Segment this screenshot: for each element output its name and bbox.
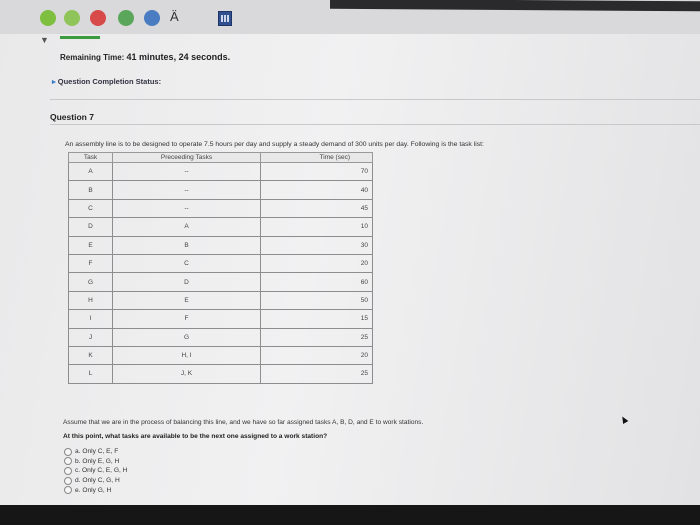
task-cell: D <box>69 218 113 236</box>
time-cell: 15 <box>261 310 373 328</box>
time-cell: 20 <box>261 346 373 364</box>
task-cell: K <box>69 346 113 364</box>
table-row <box>69 273 373 291</box>
table-header-row <box>69 153 373 163</box>
remaining-time-label: Remaining Time: <box>60 53 125 62</box>
task-cell: B <box>69 181 113 199</box>
remaining-time <box>60 52 230 62</box>
task-cell: L <box>69 365 113 383</box>
preceding-cell: -- <box>113 199 261 217</box>
question-completion-status[interactable] <box>52 77 161 86</box>
answer-option-label: d. Only C, G, H <box>75 477 120 485</box>
column-header-time: Time (sec) <box>261 153 373 163</box>
time-cell: 25 <box>261 328 373 346</box>
question-prompt: An assembly line is to be designed to operate 7.5 hours per day and supply a steady demand of 300 units per day. Following is the task list: <box>65 141 484 148</box>
table-row <box>69 310 373 328</box>
preceding-cell: -- <box>113 163 261 181</box>
time-cell: 50 <box>261 291 373 309</box>
calculator-icon[interactable] <box>218 11 232 26</box>
radio-button[interactable] <box>64 448 72 456</box>
task-table <box>68 152 373 384</box>
answer-option[interactable] <box>64 485 127 495</box>
status-label: Question Completion Status: <box>57 77 162 86</box>
answer-options <box>64 447 127 495</box>
question-title: Question 7 <box>50 112 94 122</box>
radio-button[interactable] <box>64 477 72 485</box>
collapse-caret-icon[interactable]: ▼ <box>40 35 49 45</box>
table-row <box>69 199 373 217</box>
answer-option-label: a. Only C, E, F <box>75 448 119 456</box>
green-circle-icon[interactable] <box>64 10 80 26</box>
table-row <box>69 181 373 199</box>
answer-option[interactable] <box>64 476 127 486</box>
green-circle-icon[interactable] <box>40 10 56 26</box>
preceding-cell: J, K <box>113 365 261 383</box>
preceding-cell: E <box>113 291 261 309</box>
preceding-cell: -- <box>113 181 261 199</box>
time-cell: 25 <box>261 365 373 383</box>
answer-option[interactable] <box>64 447 127 457</box>
preceding-cell: A <box>113 218 261 236</box>
time-cell: 10 <box>261 218 373 236</box>
accessibility-glyph-icon[interactable]: Ä <box>170 9 179 24</box>
preceding-cell: H, I <box>113 346 261 364</box>
task-cell: A <box>69 163 113 181</box>
task-cell: C <box>69 199 113 217</box>
time-cell: 40 <box>261 181 373 199</box>
table-row <box>69 291 373 309</box>
table-row <box>69 328 373 346</box>
task-table-body <box>69 163 373 384</box>
radio-button[interactable] <box>64 486 72 494</box>
task-cell: H <box>69 291 113 309</box>
answer-option-label: b. Only E, G, H <box>75 457 120 465</box>
progress-bar <box>60 36 100 39</box>
people-icon[interactable] <box>144 10 160 26</box>
table-row <box>69 236 373 254</box>
preceding-cell: G <box>113 328 261 346</box>
radio-button[interactable] <box>64 467 72 475</box>
preceding-cell: F <box>113 310 261 328</box>
task-cell: E <box>69 236 113 254</box>
assumption-text: Assume that we are in the process of balancing this line, and we have so far assigned tasks A, B, D, and E to work stations. <box>63 419 424 426</box>
red-close-circle-icon[interactable] <box>90 10 106 26</box>
column-header-preceding: Preceeding Tasks <box>113 153 261 163</box>
time-cell: 20 <box>261 254 373 272</box>
column-header-task: Task <box>69 153 113 163</box>
time-cell: 30 <box>261 236 373 254</box>
time-cell: 70 <box>261 163 373 181</box>
task-cell: J <box>69 328 113 346</box>
mouse-cursor-icon <box>620 415 629 424</box>
task-cell: I <box>69 310 113 328</box>
remaining-time-value: 41 minutes, 24 seconds. <box>126 52 231 62</box>
preceding-cell: B <box>113 236 261 254</box>
answer-option[interactable] <box>64 457 127 467</box>
divider <box>50 99 700 100</box>
preceding-cell: C <box>113 254 261 272</box>
expand-arrow-icon: ▸ <box>52 77 56 86</box>
answer-option[interactable] <box>64 466 127 476</box>
table-row <box>69 218 373 236</box>
time-cell: 45 <box>261 199 373 217</box>
table-row <box>69 346 373 364</box>
task-cell: G <box>69 273 113 291</box>
table-row <box>69 163 373 181</box>
green-refresh-icon[interactable] <box>118 10 134 26</box>
question-ask: At this point, what tasks are available to be the next one assigned to a work station? <box>63 433 328 440</box>
table-row <box>69 365 373 383</box>
preceding-cell: D <box>113 273 261 291</box>
answer-option-label: e. Only G, H <box>75 486 112 494</box>
table-row <box>69 254 373 272</box>
bezel <box>0 505 700 525</box>
answer-option-label: c. Only C, E, G, H <box>75 467 128 475</box>
radio-button[interactable] <box>64 457 72 465</box>
task-cell: F <box>69 254 113 272</box>
divider <box>50 124 700 125</box>
time-cell: 60 <box>261 273 373 291</box>
